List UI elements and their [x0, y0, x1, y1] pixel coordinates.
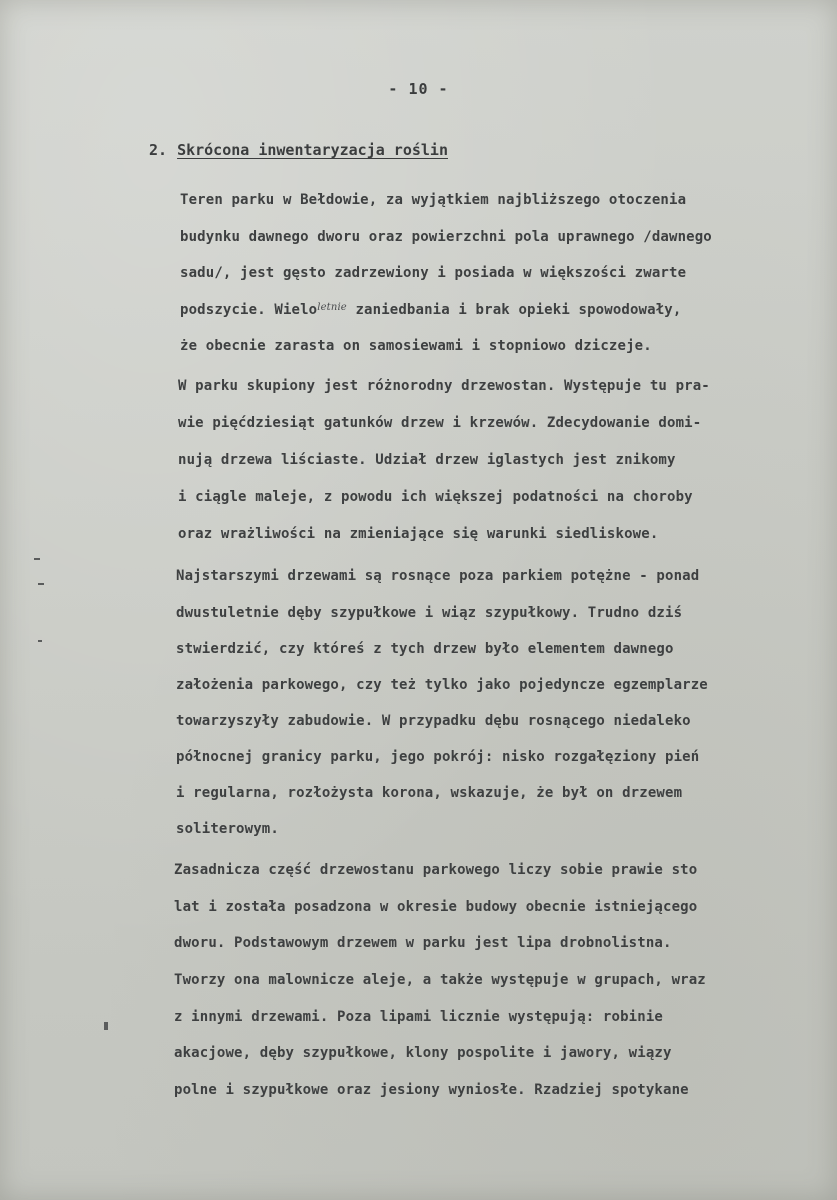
margin-mark: [34, 558, 40, 560]
text-line-with-correction: [180, 302, 681, 318]
text-line: że obecnie zarasta on samosiewami i stopniowo dziczeje.: [180, 338, 652, 354]
text-line: dworu. Podstawowym drzewem w parku jest lipa drobnolistna.: [174, 935, 672, 951]
handwritten-correction: letnie: [317, 302, 347, 313]
text-line: polne i szypułkowe oraz jesiony wyniosłe. Rzadziej spotykane: [174, 1082, 689, 1098]
text-line: z innymi drzewami. Poza lipami licznie występują: robinie: [174, 1009, 663, 1025]
section-title: Skrócona inwentaryzacja roślin: [177, 141, 448, 159]
text-line: stwierdzić, czy któreś z tych drzew było elementem dawnego: [176, 641, 674, 657]
text-line: oraz wrażliwości na zmieniające się warunki siedliskowe.: [178, 526, 659, 542]
text-line: budynku dawnego dworu oraz powierzchni pola uprawnego /dawnego: [180, 229, 712, 245]
text-line: dwustuletnie dęby szypułkowe i wiąz szypułkowy. Trudno dziś: [176, 605, 683, 621]
text-line: i ciągle maleje, z powodu ich większej podatności na choroby: [178, 489, 693, 505]
section-number: 2.: [149, 141, 168, 159]
text-line: założenia parkowego, czy też tylko jako pojedyncze egzemplarze: [176, 677, 708, 693]
text-line: nują drzewa liściaste. Udział drzew iglastych jest znikomy: [178, 452, 676, 468]
text-line: sadu/, jest gęsto zadrzewiony i posiada w większości zwarte: [180, 265, 687, 281]
text-line: Zasadnicza część drzewostanu parkowego liczy sobie prawie sto: [174, 862, 698, 878]
text-line: lat i została posadzona w okresie budowy obecnie istniejącego: [174, 899, 698, 915]
text-line: i regularna, rozłożysta korona, wskazuje, że był on drzewem: [176, 785, 683, 801]
section-heading: [149, 141, 448, 159]
text-segment: zaniedbania i brak opieki spowodowały,: [355, 302, 682, 318]
text-line: wie pięćdziesiąt gatunków drzew i krzewów. Zdecydowanie domi-: [178, 415, 702, 431]
margin-mark: [38, 583, 44, 585]
margin-mark: [104, 1022, 108, 1030]
text-line: Najstarszymi drzewami są rosnące poza parkiem potężne - ponad: [176, 568, 700, 584]
text-line: Teren parku w Bełdowie, za wyjątkiem najbliższego otoczenia: [180, 192, 687, 208]
text-line: towarzyszyły zabudowie. W przypadku dębu rosnącego niedaleko: [176, 713, 691, 729]
text-line: północnej granicy parku, jego pokrój: nisko rozgałęziony pień: [176, 749, 700, 765]
text-line: akacjowe, dęby szypułkowe, klony pospolite i jawory, wiązy: [174, 1045, 672, 1061]
text-line: W parku skupiony jest różnorodny drzewostan. Występuje tu pra-: [178, 378, 710, 394]
page-number: - 10 -: [388, 80, 449, 98]
text-line: soliterowym.: [176, 821, 279, 837]
text-segment: podszycie. Wielo: [180, 302, 318, 318]
margin-mark: [38, 640, 42, 642]
text-line: Tworzy ona malownicze aleje, a także występuje w grupach, wraz: [174, 972, 706, 988]
